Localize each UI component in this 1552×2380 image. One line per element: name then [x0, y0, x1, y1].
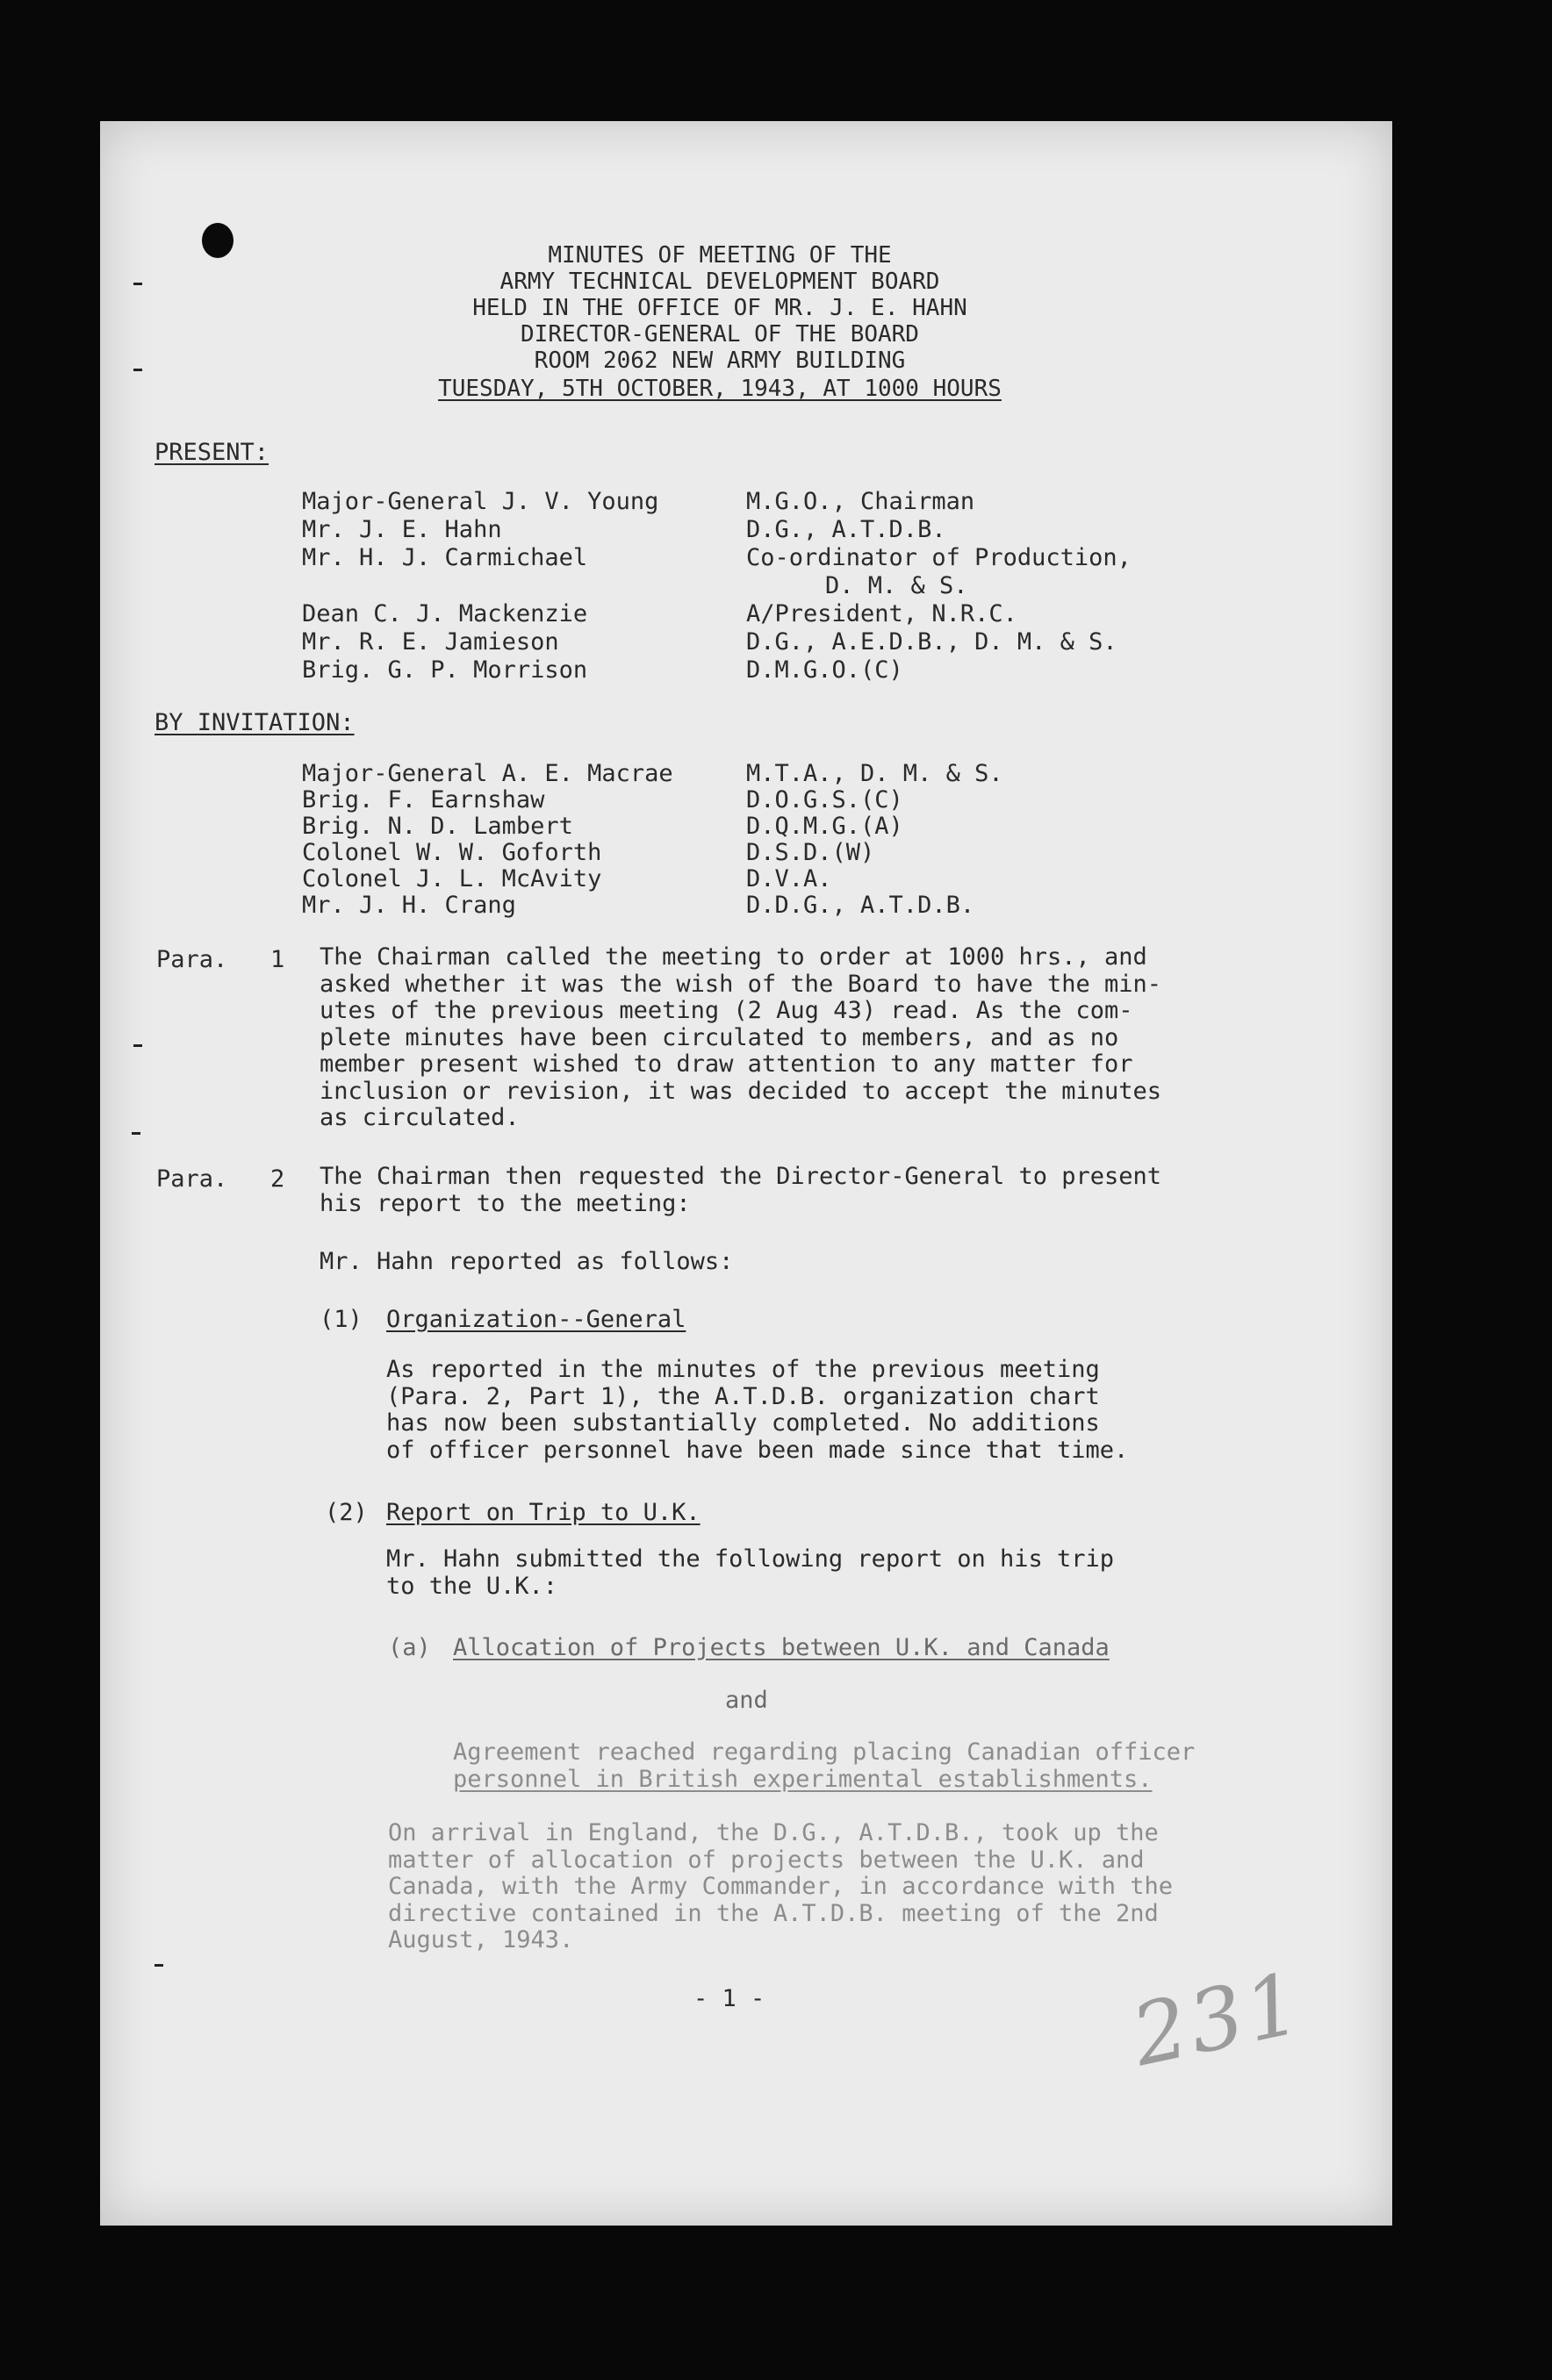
attendee-name: Dean C. J. Mackenzie [302, 600, 588, 627]
text-line: The Chairman called the meeting to order at 1000 hrs., and [320, 943, 1147, 971]
section-number: (1) [320, 1306, 363, 1333]
header-line: MINUTES OF MEETING OF THE [548, 242, 892, 269]
attendee-role: D.O.G.S.(C) [746, 786, 903, 814]
section-body [386, 1357, 1128, 1464]
present-heading: PRESENT: [154, 439, 269, 466]
text-line: utes of the previous meeting (2 Aug 43) read. As the com- [320, 997, 1133, 1024]
attendee-role: D.G., A.T.D.B. [746, 516, 946, 543]
text-line: personnel in British experimental establishments. [453, 1765, 1153, 1793]
attendee-name: Mr. R. E. Jamieson [302, 628, 559, 656]
attendee-name: Brig. N. D. Lambert [302, 813, 573, 840]
text-line: member present wished to draw attention to any matter for [320, 1050, 1133, 1078]
attendee-role: D.M.G.O.(C) [746, 656, 903, 684]
attendee-name: Mr. H. J. Carmichael [302, 544, 588, 571]
attendee-role: Co-ordinator of Production, [746, 544, 1132, 571]
section-title: Organization--General [386, 1306, 686, 1333]
attendee-role: D.S.D.(W) [746, 839, 875, 866]
subsection-letter: (a) [388, 1634, 431, 1661]
text-line: August, 1943. [388, 1926, 574, 1953]
section-body [386, 1546, 1114, 1600]
text-line: plete minutes have been circulated to members, and as no [320, 1023, 1119, 1051]
attendee-name: Major-General A. E. Macrae [302, 760, 673, 787]
text-line: as circulated. [320, 1104, 520, 1131]
text-line: As reported in the minutes of the previous meeting [386, 1356, 1100, 1383]
text-line: inclusion or revision, it was decided to accept the minutes [320, 1077, 1162, 1105]
subsection-conjunction: and [725, 1687, 768, 1714]
attendee-role: M.T.A., D. M. & S. [746, 760, 1003, 787]
header-line: ARMY TECHNICAL DEVELOPMENT BOARD [499, 269, 940, 295]
attendee-name: Colonel W. W. Goforth [302, 839, 602, 866]
text-line: matter of allocation of projects between the U.K. and [388, 1846, 1145, 1874]
header-line: ROOM 2062 NEW ARMY BUILDING [534, 348, 906, 374]
text-line: On arrival in England, the D.G., A.T.D.B., took up the [388, 1819, 1159, 1846]
para-number: 2 [270, 1165, 285, 1193]
header-line: TUESDAY, 5TH OCTOBER, 1943, AT 1000 HOURS [438, 376, 1002, 402]
attendee-role: A/President, N.R.C. [746, 600, 1017, 627]
subsection-title: Allocation of Projects between U.K. and Canada [453, 1634, 1110, 1661]
attendee-name: Major-General J. V. Young [302, 488, 659, 515]
margin-mark [133, 1044, 142, 1047]
para-body [320, 944, 1276, 1132]
attendee-role: D.Q.M.G.(A) [746, 813, 903, 840]
subsection-title-2 [453, 1739, 1195, 1793]
para-label: Para. [156, 946, 228, 973]
text-line: directive contained in the A.T.D.B. meeting of the 2nd [388, 1899, 1159, 1927]
para-body [320, 1164, 1276, 1217]
para-label: Para. [156, 1165, 228, 1193]
attendee-name: Brig. G. P. Morrison [302, 656, 588, 684]
header-line: DIRECTOR-GENERAL OF THE BOARD [521, 321, 919, 348]
attendee-role: D.D.G., A.T.D.B. [746, 892, 975, 919]
margin-mark [154, 1964, 163, 1967]
attendee-role: M.G.O., Chairman [746, 488, 975, 515]
punch-hole [202, 223, 234, 258]
text-line: of officer personnel have been made since that time. [386, 1436, 1129, 1464]
page-number: - 1 - [693, 1985, 765, 2012]
handwritten-folio-number: 231 [1124, 1953, 1312, 2086]
text-line: Canada, with the Army Commander, in accordance with the [388, 1873, 1174, 1900]
attendee-role: D.G., A.E.D.B., D. M. & S. [746, 628, 1117, 656]
text-line: his report to the meeting: [320, 1189, 691, 1217]
report-intro: Mr. Hahn reported as follows: [320, 1248, 734, 1275]
attendee-name: Mr. J. E. Hahn [302, 516, 502, 543]
attendee-role: D. M. & S. [825, 572, 968, 599]
invitation-heading: BY INVITATION: [154, 709, 355, 736]
margin-mark [132, 1132, 140, 1135]
subsection-body [388, 1820, 1173, 1954]
text-line: (Para. 2, Part 1), the A.T.D.B. organization chart [386, 1382, 1100, 1410]
section-number: (2) [325, 1499, 368, 1526]
header-line: HELD IN THE OFFICE OF MR. J. E. HAHN [472, 295, 967, 321]
text-line: Mr. Hahn submitted the following report on his trip [386, 1545, 1115, 1573]
attendee-role: D.V.A. [746, 865, 832, 892]
attendee-name: Mr. J. H. Crang [302, 892, 516, 919]
text-line: Agreement reached regarding placing Canadian officer [453, 1738, 1196, 1766]
text-line: to the U.K.: [386, 1572, 558, 1600]
attendee-name: Brig. F. Earnshaw [302, 786, 545, 814]
margin-mark [133, 283, 142, 285]
para-number: 1 [270, 946, 285, 973]
margin-mark [133, 369, 142, 371]
text-line: has now been substantially completed. No additions [386, 1409, 1100, 1437]
attendee-name: Colonel J. L. McAvity [302, 865, 602, 892]
section-title: Report on Trip to U.K. [386, 1499, 701, 1526]
text-line: The Chairman then requested the Director-General to present [320, 1163, 1162, 1190]
text-line: asked whether it was the wish of the Board to have the min- [320, 970, 1162, 998]
